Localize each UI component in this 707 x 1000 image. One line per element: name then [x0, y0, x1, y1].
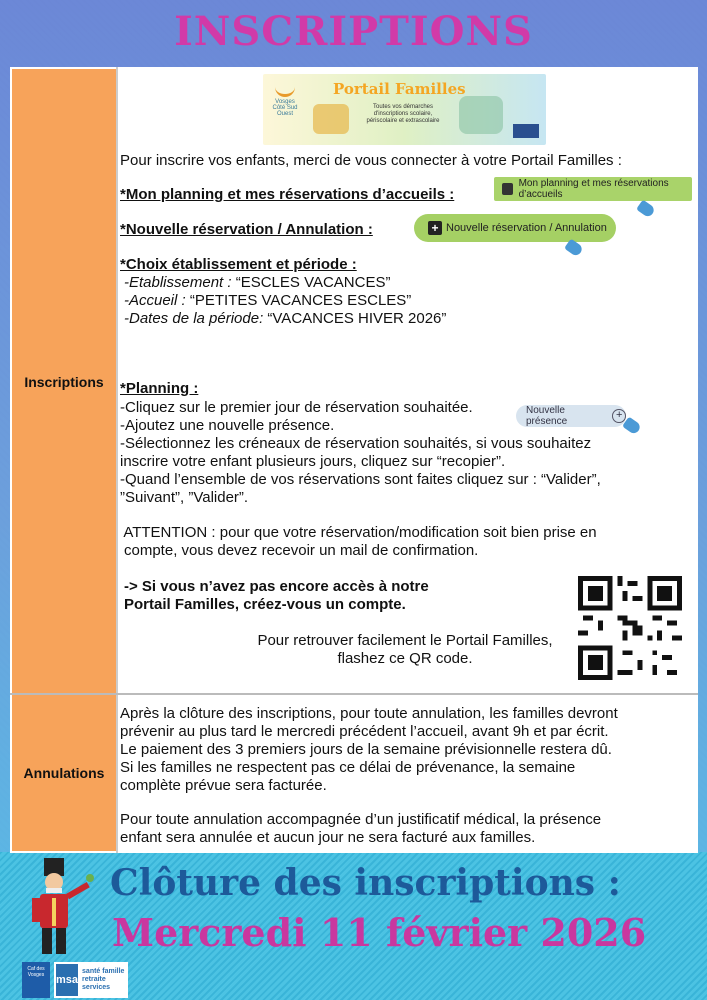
vosges-logo: Vosges Côté Sud Ouest — [269, 80, 301, 117]
nutcracker-illustration — [20, 854, 106, 964]
school-bus-illustration — [313, 104, 349, 134]
planning-heading: *Mon planning et mes réservations d’accueils : — [120, 186, 455, 203]
step-2: -Ajoutez une nouvelle présence. — [120, 417, 335, 434]
nouvelle-presence-button[interactable]: Nouvelle présence + — [516, 405, 626, 427]
choix-heading: *Choix établissement et période : — [120, 256, 357, 273]
kids-illustration — [459, 96, 503, 134]
annulation-line-6: Pour toute annulation accompagnée d’un justificatif médical, la présence — [120, 811, 602, 828]
nouvelle-reservation-button[interactable]: + Nouvelle réservation / Annulation — [414, 214, 616, 242]
reservation-heading: *Nouvelle réservation / Annulation : — [120, 221, 373, 238]
step-3b: inscrire votre enfant plusieurs jours, cliquez sur “recopier”. — [120, 453, 506, 470]
etablissement-line: -Etablissement : “ESCLES VACANCES” — [124, 274, 391, 291]
annulations-label-cell — [12, 695, 116, 851]
annulations-label: Annulations — [23, 765, 105, 781]
qr-line-2: flashez ce QR code. — [337, 650, 473, 667]
calendar-icon — [502, 183, 513, 195]
partner-logos — [513, 124, 539, 138]
account-line-2: Portail Familles, créez-vous un compte. — [124, 596, 406, 613]
step-4b: ”Suivant”, ”Valider”. — [120, 489, 249, 506]
qr-line-1: Pour retrouver facilement le Portail Familles, — [257, 632, 553, 649]
plus-icon: + — [428, 221, 442, 235]
portail-familles-banner[interactable] — [263, 74, 546, 145]
step-3a: -Sélectionnez les créneaux de réservation souhaités, si vous souhaitez — [120, 435, 592, 452]
inscriptions-label: Inscriptions — [24, 374, 104, 390]
closing-date: Mercredi 11 février 2026 — [112, 910, 647, 955]
annulation-line-3: Le paiement des 3 premiers jours de la semaine prévisionnelle restera dû. — [120, 741, 612, 758]
closing-title: Clôture des inscriptions : — [110, 862, 621, 904]
annulation-line-1: Après la clôture des inscriptions, pour toute annulation, les familles devront — [120, 705, 618, 722]
annulation-line-7: enfant sera annulée et aucun jour ne sera facturé aux familles. — [120, 829, 536, 846]
dates-line: -Dates de la période: “VACANCES HIVER 2026” — [124, 310, 447, 327]
attention-line-1: ATTENTION : pour que votre réservation/modification soit bien prise en — [120, 524, 597, 541]
partner-logos — [22, 962, 128, 998]
add-circle-icon: + — [612, 409, 626, 423]
caf-logo: Caf des Vosges — [22, 962, 50, 998]
banner-title: Portail Familles — [333, 80, 466, 98]
step-1: -Cliquez sur le premier jour de réservation souhaitée. — [120, 399, 473, 416]
step-4a: -Quand l’ensemble de vos réservations sont faites cliquez sur : “Valider”, — [120, 471, 601, 488]
attention-line-2: compte, vous devez recevoir un mail de confirmation. — [124, 542, 479, 559]
page-title: INSCRIPTIONS — [174, 8, 533, 55]
intro-text: Pour inscrire vos enfants, merci de vous connecter à votre Portail Familles : — [120, 152, 622, 169]
account-line-1: -> Si vous n’avez pas encore accès à notre — [124, 578, 429, 595]
annulation-line-5: complète prévue sera facturée. — [120, 777, 327, 794]
banner-subtitle: Toutes vos démarches d'inscriptions scolaire, périscolaire et extrascolaire — [366, 104, 440, 124]
msa-logo: msa santé famille retraite services — [54, 962, 128, 998]
accueil-line: -Accueil : “PETITES VACANCES ESCLES” — [124, 292, 412, 309]
mon-planning-button[interactable]: Mon planning et mes réservations d’accueils — [494, 177, 692, 201]
annulation-line-4: Si les familles ne respectent pas ce délai de prévenance, la semaine — [120, 759, 576, 776]
annulation-line-2: prévenir au plus tard le mercredi précédent l’accueil, avant 9h et par écrit. — [120, 723, 609, 740]
inscriptions-label-cell — [12, 69, 116, 693]
qr-code[interactable] — [578, 576, 682, 680]
planning-steps-heading: *Planning : — [120, 380, 199, 397]
